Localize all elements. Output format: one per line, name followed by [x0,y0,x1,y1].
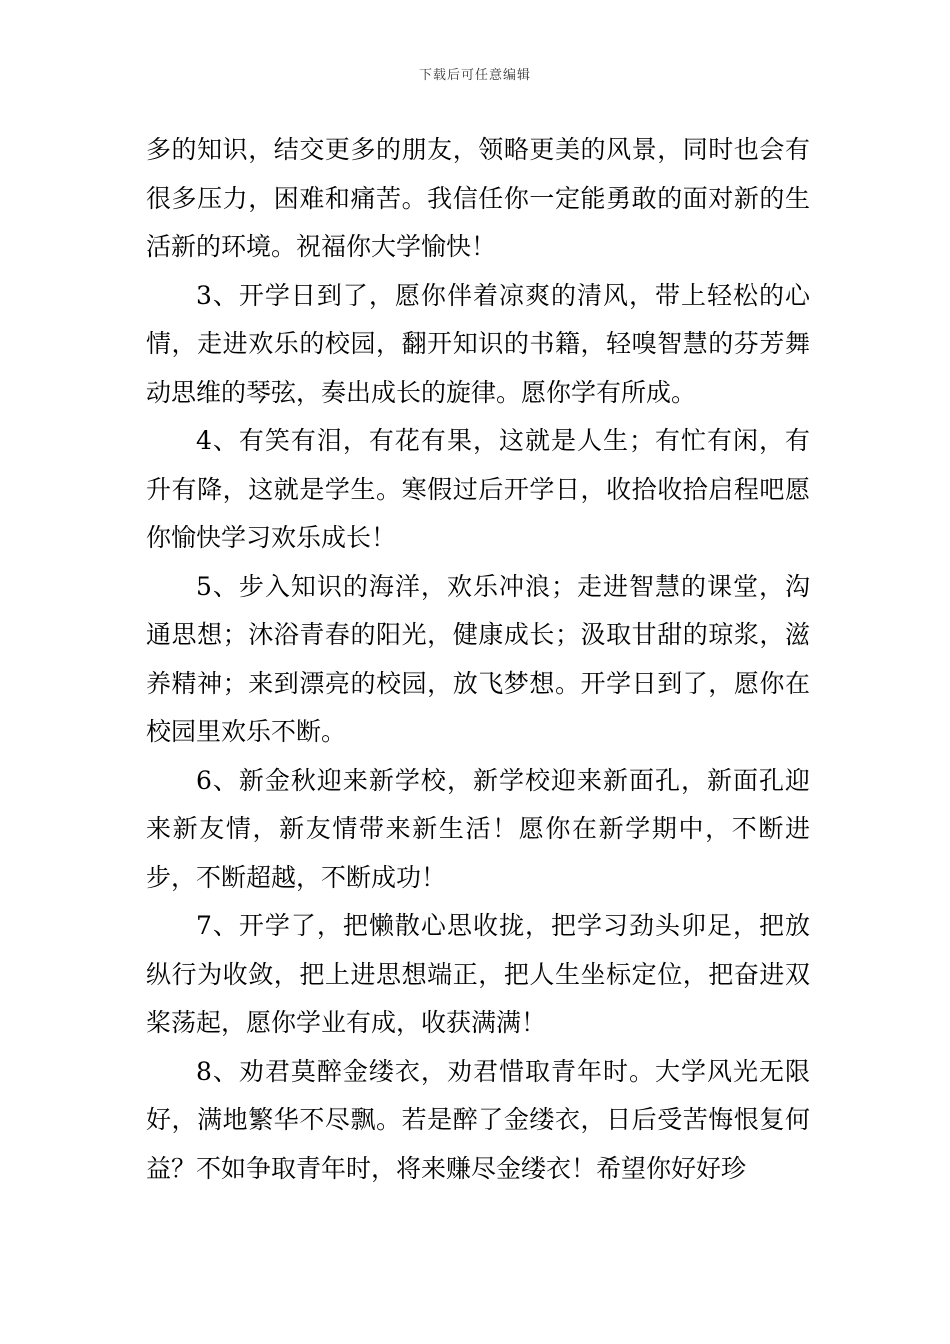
paragraph-5: 5、步入知识的海洋，欢乐冲浪；走进智慧的课堂，沟通思想；沐浴青春的阳光，健康成长；汲取甘甜的琼浆，滋养精神；来到漂亮的校园，放飞梦想。开学日到了，愿你在校园里欢乐不断。 [146,571,810,746]
paragraph-3: 3、开学日到了，愿你伴着凉爽的清风，带上轻松的心情，走进欢乐的校园，翻开知识的书籍，轻嗅智慧的芬芳舞动思维的琴弦，奏出成长的旋律。愿你学有所成。 [146,280,810,407]
paragraph-6: 6、新金秋迎来新学校，新学校迎来新面孔，新面孔迎来新友情，新友情带来新生活！愿你在新学期中，不断进步，不断超越，不断成功！ [146,765,810,892]
paragraph-4: 4、有笑有泪，有花有果，这就是人生；有忙有闲，有升有降，这就是学生。寒假过后开学日，收拾收拾启程吧愿你愉快学习欢乐成长！ [146,426,810,552]
paragraph-7: 7、开学了，把懒散心思收拢，把学习劲头卯足，把放纵行为收敛，把上进思想端正，把人生坐标定位，把奋进双桨荡起，愿你学业有成，收获满满！ [146,911,810,1037]
page-header: 下载后可任意编辑 [418,68,531,83]
paragraph-8: 8、劝君莫醉金缕衣，劝君惜取青年时。大学风光无限好，满地繁华不尽飘。若是醉了金缕衣，日后受苦悔恨复何益？不如争取青年时，将来赚尽金缕衣！希望你好好珍 [146,1056,810,1183]
paragraph-continuation: 多的知识，结交更多的朋友，领略更美的风景，同时也会有很多压力，困难和痛苦。我信任你一定能勇敢的面对新的生活新的环境。祝福你大学愉快！ [146,135,810,261]
document-body [146,126,810,1193]
